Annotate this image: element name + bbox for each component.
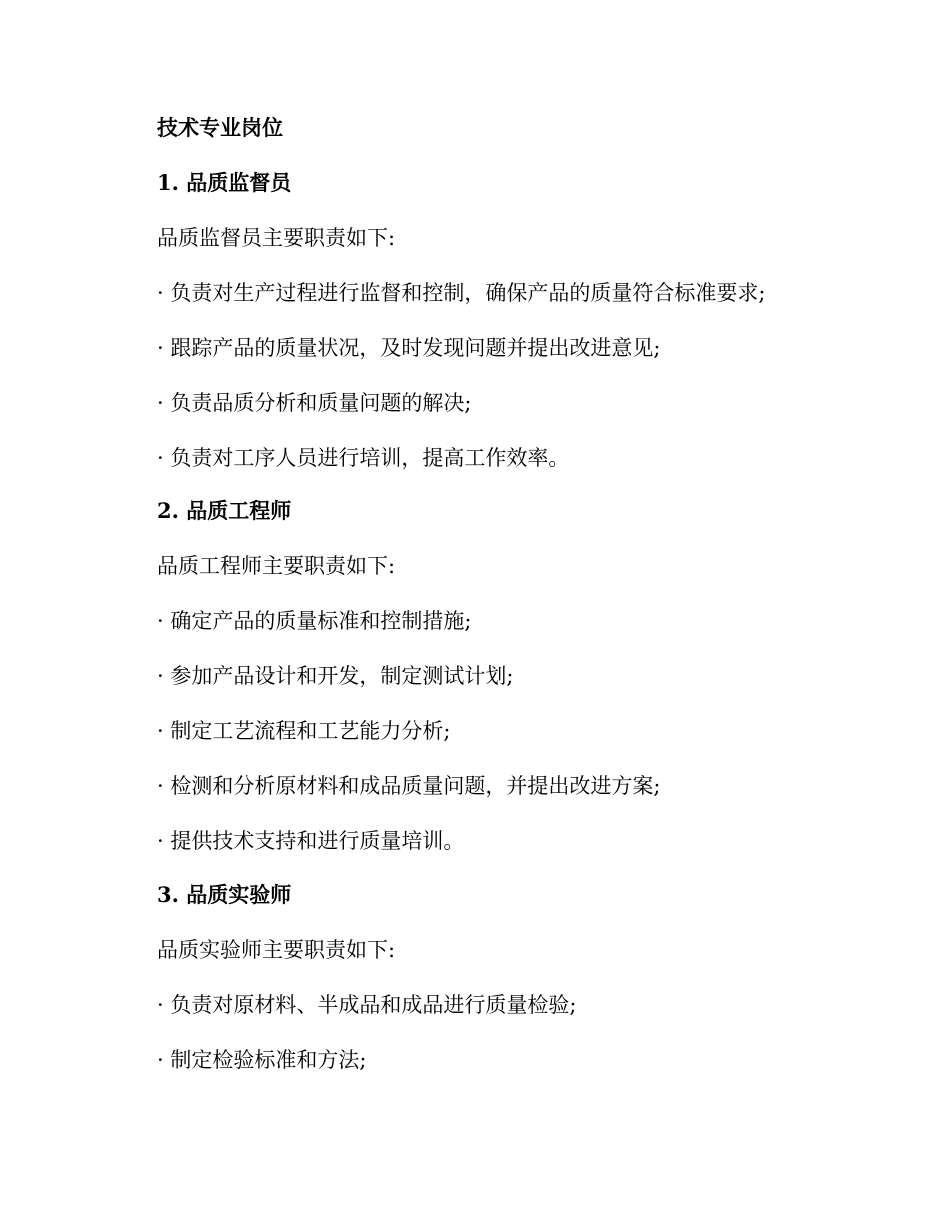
list-item: · 负责对工序人员进行培训，提高工作效率。 xyxy=(157,446,570,470)
section-intro: 品质工程师主要职责如下: xyxy=(157,554,396,578)
list-item: · 确定产品的质量标准和控制措施; xyxy=(157,609,472,633)
list-item: · 跟踪产品的质量状况，及时发现问题并提出改进意见; xyxy=(157,336,661,360)
list-item: · 参加产品设计和开发，制定测试计划; xyxy=(157,664,514,688)
list-item: · 制定工艺流程和工艺能力分析; xyxy=(157,719,451,743)
list-item: · 检测和分析原材料和成品质量问题，并提出改进方案; xyxy=(157,774,661,798)
list-item: · 负责对原材料、半成品和成品进行质量检验; xyxy=(157,993,577,1017)
section-heading: 2. 品质工程师 xyxy=(157,498,292,523)
list-item: · 负责对生产过程进行监督和控制，确保产品的质量符合标准要求; xyxy=(157,281,766,305)
list-item: · 负责品质分析和质量问题的解决; xyxy=(157,391,472,415)
list-item: · 制定检验标准和方法; xyxy=(157,1048,367,1072)
section-heading: 3. 品质实验师 xyxy=(157,882,292,907)
list-item: · 提供技术支持和进行质量培训。 xyxy=(157,829,465,853)
section-intro: 品质实验师主要职责如下: xyxy=(157,938,396,962)
section-heading: 1. 品质监督员 xyxy=(157,170,292,195)
document-title: 技术专业岗位 xyxy=(157,115,283,140)
section-intro: 品质监督员主要职责如下: xyxy=(157,226,396,250)
